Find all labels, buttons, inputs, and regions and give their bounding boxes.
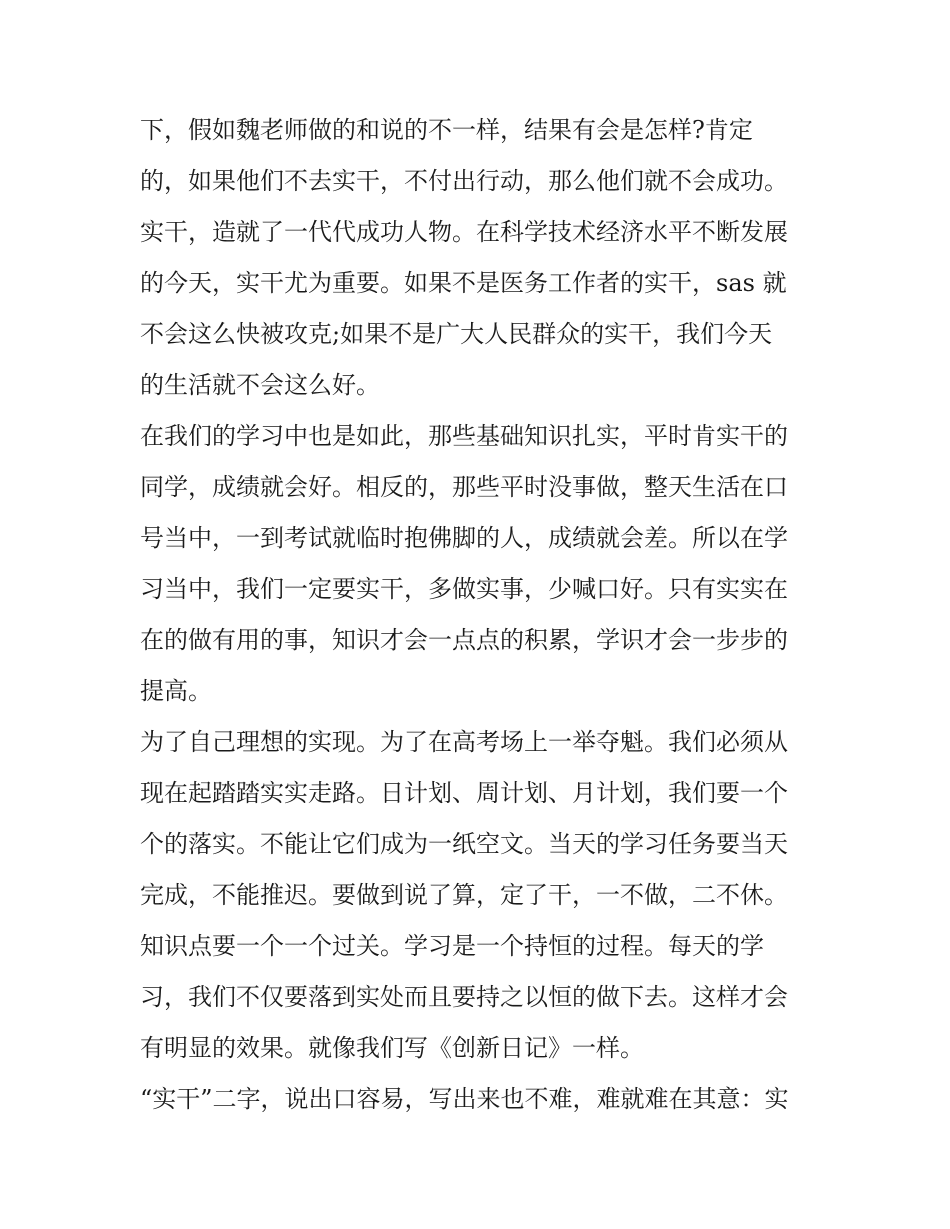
text-line: 完成，不能推迟。要做到说了算，定了干，一不做，二不休。 <box>140 881 788 909</box>
text-line: 个的落实。不能让它们成为一纸空文。当天的学习任务要当天 <box>140 830 788 858</box>
text-line: 的今天，实干尤为重要。如果不是医务工作者的实干，sas 就 <box>140 269 787 297</box>
text-line: 号当中，一到考试就临时抱佛脚的人，成绩就会差。所以在学 <box>140 524 788 552</box>
text-line: 习，我们不仅要落到实处而且要持之以恒的做下去。这样才会 <box>140 983 788 1011</box>
text-line: 的生活就不会这么好。 <box>140 371 380 399</box>
text-line: 实干，造就了一代代成功人物。在科学技术经济水平不断发展 <box>140 218 788 246</box>
text-line: 下，假如魏老师做的和说的不一样，结果有会是怎样?肯定 <box>140 116 753 144</box>
text-line: 在我们的学习中也是如此，那些基础知识扎实，平时肯实干的 <box>140 422 788 450</box>
text-line: 的，如果他们不去实干，不付出行动，那么他们就不会成功。 <box>140 167 788 195</box>
text-line: 同学，成绩就会好。相反的，那些平时没事做，整天生活在口 <box>140 473 788 501</box>
text-line: 在的做有用的事，知识才会一点点的积累，学识才会一步步的 <box>140 626 788 654</box>
text-line: 不会这么快被攻克;如果不是广大人民群众的实干，我们今天 <box>140 320 773 348</box>
text-line: 现在起踏踏实实走路。日计划、周计划、月计划，我们要一个 <box>140 779 788 807</box>
text-line: 习当中，我们一定要实干，多做实事，少喊口好。只有实实在 <box>140 575 788 603</box>
text-line: 知识点要一个一个过关。学习是一个持恒的过程。每天的学 <box>140 932 764 960</box>
text-line: 有明显的效果。就像我们写《创新日记》一样。 <box>140 1034 644 1062</box>
text-line: 提高。 <box>140 677 212 705</box>
body-text <box>140 110 820 1130</box>
text-line: “实干”二字，说出口容易，写出来也不难，难就难在其意：实 <box>140 1085 789 1113</box>
text-line: 为了自己理想的实现。为了在高考场上一举夺魁。我们必须从 <box>140 728 788 756</box>
